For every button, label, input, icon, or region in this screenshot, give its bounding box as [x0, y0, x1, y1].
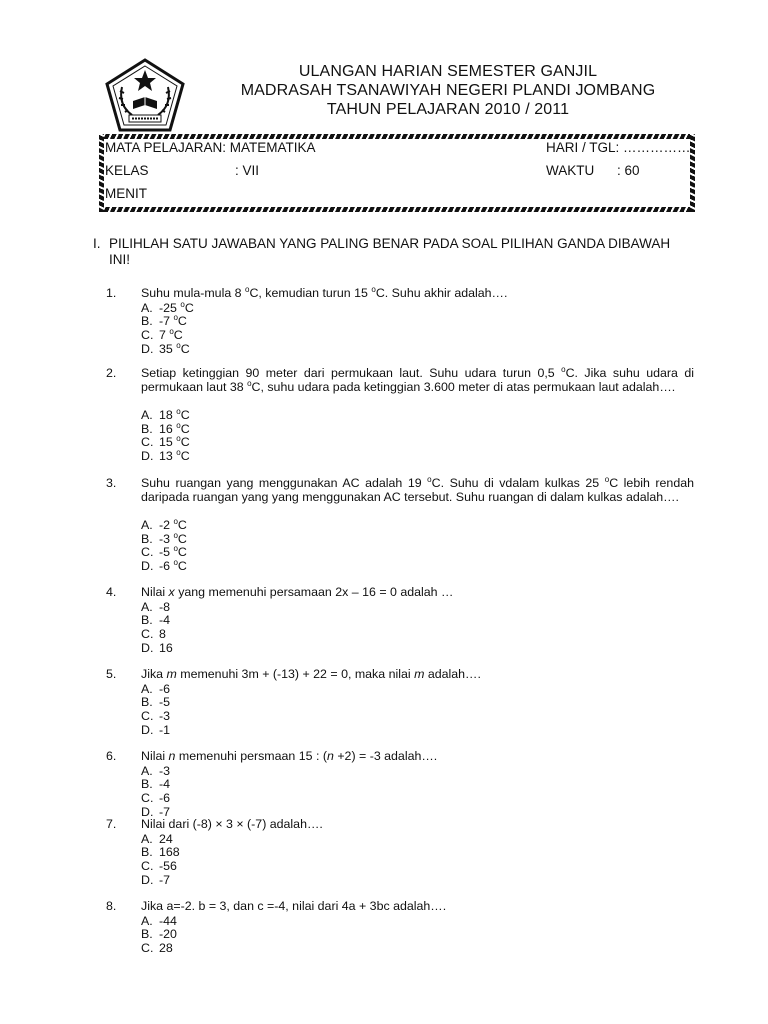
option-value: -7	[159, 872, 171, 887]
answer-options	[141, 519, 187, 574]
header-school: MADRASAH TSANAWIYAH NEGERI PLANDI JOMBANG	[240, 82, 656, 99]
answer-option[interactable]	[141, 778, 170, 792]
box-border-bottom	[99, 207, 695, 212]
option-letter: A.	[141, 831, 153, 846]
option-value: 16	[159, 640, 173, 655]
answer-option[interactable]	[141, 833, 180, 847]
time-label: WAKTU	[546, 163, 595, 178]
question-text: Suhu mula-mula 8 $^o$C, kemudian turun 15 $^o$C. Suhu akhir adalah….	[141, 285, 508, 300]
time-value: : 60	[617, 163, 640, 178]
option-letter: A.	[141, 681, 153, 696]
option-value: -8	[159, 599, 171, 614]
option-letter: C.	[141, 627, 154, 642]
option-letter: D.	[141, 640, 154, 655]
option-value: -6 $^o$C	[159, 558, 187, 574]
answer-options	[141, 299, 194, 357]
answer-options	[141, 601, 173, 656]
option-letter: B.	[141, 421, 153, 436]
option-value: 18 $^o$C	[159, 407, 190, 423]
option-letter: C.	[141, 709, 154, 724]
option-letter: B.	[141, 695, 153, 710]
answer-options	[141, 915, 177, 956]
exam-info-box	[99, 134, 695, 212]
box-border-left	[99, 134, 104, 212]
question-number: 2.	[106, 366, 117, 380]
question-text: Nilai x yang memenuhi persamaan 2x – 16 = 0 adalah …	[141, 585, 454, 599]
answer-option[interactable]	[141, 942, 177, 956]
option-value: 13 $^o$C	[159, 448, 190, 464]
date-label: HARI / TGL: ……………	[546, 140, 691, 155]
option-letter: D.	[141, 559, 154, 574]
option-value: -3	[159, 763, 171, 778]
option-letter: C.	[141, 545, 154, 560]
answer-options	[141, 683, 170, 738]
question-number: 1.	[106, 286, 117, 300]
question-number: 5.	[106, 667, 117, 681]
question-text: Jika a=-2. b = 3, dan c =-4, nilai dari 4a + 3bc adalah….	[141, 899, 447, 913]
option-value: 168	[159, 845, 180, 860]
answer-option[interactable]	[141, 642, 173, 656]
option-letter: B.	[141, 927, 153, 942]
option-letter: C.	[141, 791, 154, 806]
answer-option[interactable]	[141, 628, 173, 642]
option-letter: C.	[141, 941, 154, 956]
option-value: -2 $^o$C	[159, 517, 187, 533]
school-logo	[104, 57, 186, 133]
option-value: -4	[159, 613, 171, 628]
option-letter: B.	[141, 314, 153, 329]
answer-option[interactable]	[141, 315, 194, 329]
option-letter: B.	[141, 531, 153, 546]
option-letter: A.	[141, 913, 153, 928]
box-border-top	[99, 134, 695, 139]
option-letter: A.	[141, 300, 153, 315]
option-value: -5 $^o$C	[159, 544, 187, 560]
answer-option[interactable]	[141, 710, 170, 724]
option-letter: C.	[141, 328, 154, 343]
option-value: 28	[159, 941, 173, 956]
answer-option[interactable]	[141, 560, 187, 574]
option-value: -44	[159, 913, 177, 928]
answer-option[interactable]	[141, 329, 194, 343]
option-letter: B.	[141, 613, 153, 628]
class-value: : VII	[235, 163, 260, 178]
question-text: Nilai n memenuhi persmaan 15 : (n +2) = -3 adalah….	[141, 749, 438, 763]
question-number: 7.	[106, 817, 117, 831]
question-number: 4.	[106, 585, 117, 599]
question-text: Setiap ketinggian 90 meter dari permukaan laut. Suhu udara turun 0,5 $^o$C. Jika suhu udara di permukaan laut 38 $^o$C, suhu udara pada ketinggian 3.600 meter di atas permukaan laut adalah….	[141, 365, 694, 394]
option-value: -5	[159, 695, 171, 710]
option-value: -4	[159, 777, 171, 792]
option-letter: A.	[141, 599, 153, 614]
answer-option[interactable]	[141, 846, 180, 860]
answer-option[interactable]	[141, 519, 187, 533]
section-number: I.	[93, 236, 101, 251]
option-letter: D.	[141, 872, 154, 887]
answer-option[interactable]	[141, 928, 177, 942]
answer-option[interactable]	[141, 683, 170, 697]
option-value: 15 $^o$C	[159, 434, 190, 450]
answer-option[interactable]	[141, 614, 173, 628]
option-value: -1	[159, 722, 171, 737]
option-value: 24	[159, 831, 173, 846]
option-letter: D.	[141, 341, 154, 356]
question-text: Suhu ruangan yang menggunakan AC adalah 19 $^o$C. Suhu di vdalam kulkas 25 $^o$C lebih rendah daripada ruangan yang yang menggunakan AC tersebut. Suhu ruangan di dalam kulkas adalah….	[141, 475, 694, 504]
minutes-label: MENIT	[105, 186, 147, 201]
option-value: 35 $^o$C	[159, 340, 190, 356]
option-value: -3	[159, 709, 171, 724]
option-letter: C.	[141, 859, 154, 874]
question-text: Nilai dari (-8) × 3 × (-7) adalah….	[141, 817, 323, 831]
box-border-right	[690, 134, 695, 212]
answer-option[interactable]	[141, 765, 170, 779]
answer-options	[141, 833, 180, 888]
option-letter: A.	[141, 518, 153, 533]
header-year: TAHUN PELAJARAN 2010 / 2011	[326, 101, 570, 118]
option-value: 16 $^o$C	[159, 420, 190, 436]
option-value: -56	[159, 859, 177, 874]
option-value: -6	[159, 681, 171, 696]
option-letter: D.	[141, 804, 154, 819]
subject-label: MATA PELAJARAN: MATEMATIKA	[105, 140, 316, 155]
answer-option[interactable]	[141, 860, 180, 874]
option-value: -3 $^o$C	[159, 530, 187, 546]
answer-options	[141, 409, 190, 464]
option-letter: A.	[141, 763, 153, 778]
class-label: KELAS	[105, 163, 149, 178]
option-letter: A.	[141, 408, 153, 423]
question-text: Jika m memenuhi 3m + (-13) + 22 = 0, maka nilai m adalah….	[141, 667, 481, 681]
answer-option[interactable]	[141, 450, 190, 464]
answer-option[interactable]	[141, 724, 170, 738]
answer-option[interactable]	[141, 792, 170, 806]
section-text: PILIHLAH SATU JAWABAN YANG PALING BENAR PADA SOAL PILIHAN GANDA DIBAWAH INI!	[109, 236, 671, 267]
question-number: 8.	[106, 899, 117, 913]
answer-option[interactable]	[141, 874, 180, 888]
answer-options	[141, 765, 170, 820]
option-value: 8	[159, 627, 166, 642]
option-value: -7 $^o$C	[159, 313, 187, 329]
answer-option[interactable]	[141, 601, 173, 615]
answer-option[interactable]	[141, 696, 170, 710]
exam-header	[226, 62, 670, 119]
answer-option[interactable]	[141, 915, 177, 929]
option-letter: B.	[141, 845, 153, 860]
header-title: ULANGAN HARIAN SEMESTER GANJIL	[298, 63, 598, 80]
answer-option[interactable]	[141, 340, 194, 357]
option-letter: D.	[141, 722, 154, 737]
option-value: -6	[159, 791, 171, 806]
option-value: -7	[159, 804, 171, 819]
option-value: -25 $^o$C	[159, 299, 194, 315]
option-letter: C.	[141, 435, 154, 450]
option-letter: D.	[141, 449, 154, 464]
question-number: 6.	[106, 749, 117, 763]
option-letter: B.	[141, 777, 153, 792]
question-number: 3.	[106, 476, 117, 490]
answer-option[interactable]	[141, 409, 190, 423]
option-value: 7 $^o$C	[159, 327, 183, 343]
option-value: -20	[159, 927, 177, 942]
